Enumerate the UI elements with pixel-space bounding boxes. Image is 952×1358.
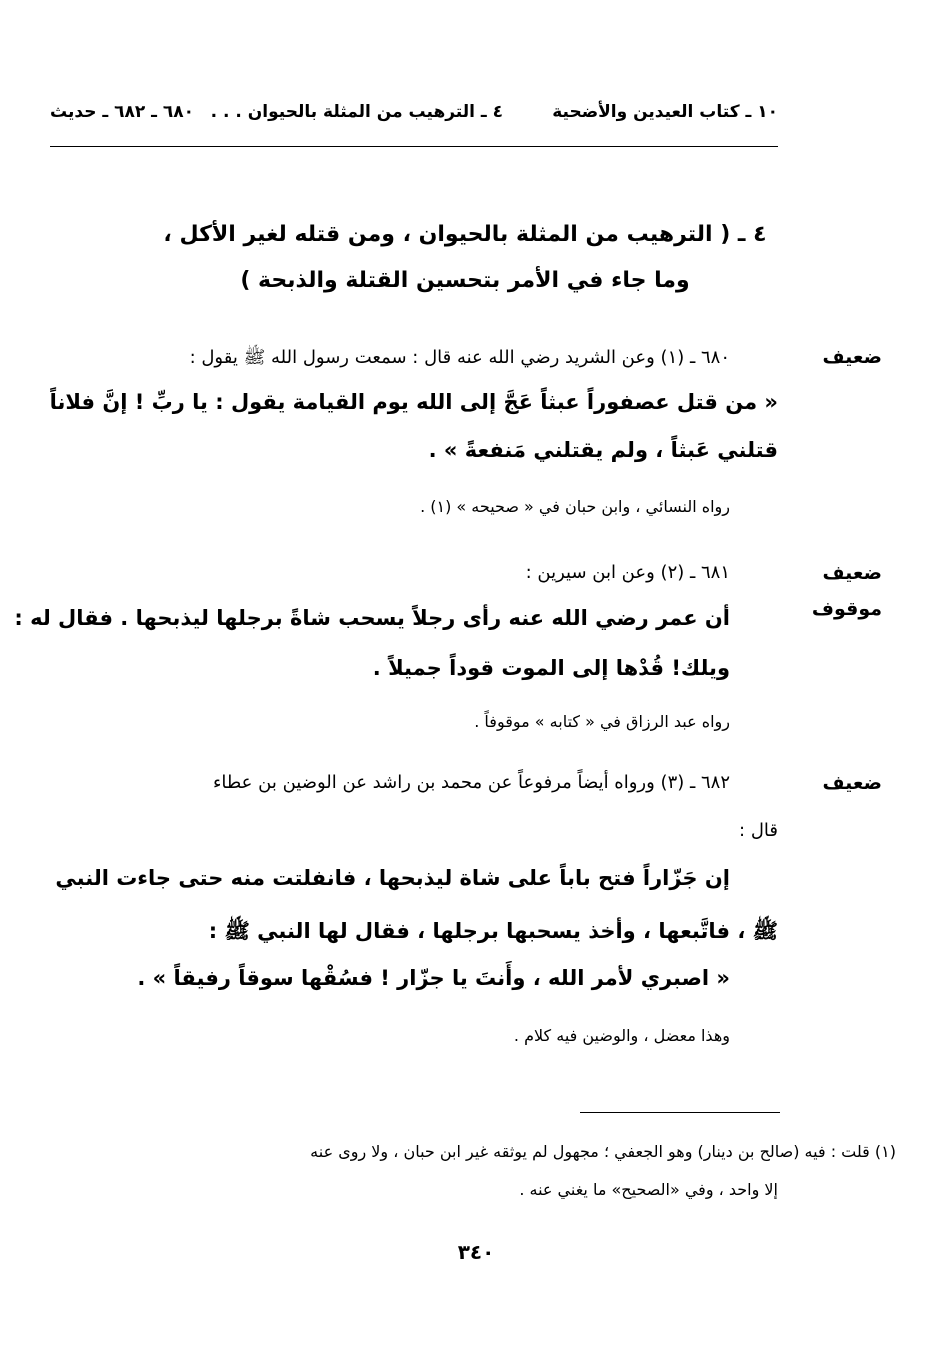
hadith-text-line: « اصبري لأمر الله ، وأَنتَ يا جزّار ! فسُقْها سوقاً رفيقاً » . [137, 966, 730, 990]
hadith-text-line: ويلك! قُدْها إلى الموت قوداً جميلاً . [372, 656, 730, 680]
hadith-source: وهذا معضل ، والوضين فيه كلام . [513, 1026, 730, 1045]
hadith-grade: ضعيف [822, 346, 882, 368]
page-number: ٣٤٠ [457, 1240, 495, 1264]
hadith-text-line: أن عمر رضي الله عنه رأى رجلاً يسحب شاةً برجلها ليذبحها . فقال له : [14, 606, 730, 630]
hadith-grade: ضعيف [822, 562, 882, 584]
hadith-grade: ضعيف [822, 772, 882, 794]
hadith-grade-secondary: موقوف [811, 598, 882, 620]
hadith-intro: ٦٨٢ ـ (٣) ورواه أيضاً مرفوعاً عن محمد بن راشد عن الوضين بن عطاء [212, 772, 730, 793]
hadith-source: رواه عبد الرزاق في « كتابه » موقوفاً . [474, 712, 730, 731]
chapter-title-line2: وما جاء في الأمر بتحسين القتلة والذبحة ) [240, 268, 690, 293]
running-header [50, 98, 778, 132]
footnote-line: إلا واحد ، وفي «الصحيح» ما يغني عنه . [519, 1180, 778, 1199]
header-rule [50, 146, 778, 147]
hadith-text-line: إن جَزّاراً فتح باباً على شاة ليذبحها ، فانفلتت منه حتى جاءت النبي [55, 866, 730, 890]
header-hadith-range: ٦٨٠ ـ ٦٨٢ ـ حديث [50, 102, 195, 122]
hadith-intro: ٦٨١ ـ (٢) وعن ابن سيرين : [525, 562, 730, 583]
hadith-source: رواه النسائي ، وابن حبان في « صحيحه » (١) . [420, 497, 730, 516]
header-book-title: ١٠ ـ كتاب العيدين والأضحية [552, 102, 778, 122]
hadith-text-line: « من قتل عصفوراً عبثاً عَجَّ إلى الله يوم القيامة يقول : يا ربِّ ! إنَّ فلاناً [49, 390, 778, 414]
hadith-text-line: قتلني عَبثاً ، ولم يقتلني مَنفعةً » . [428, 438, 778, 462]
footnote-line: (١) قلت : فيه (صالح بن دينار) وهو الجعفي ؛ مجهول لم يوثقه غير ابن حبان ، ولا روى عنه [310, 1142, 896, 1161]
hadith-intro: ٦٨٠ ـ (١) وعن الشريد رضي الله عنه قال : سمعت رسول الله ﷺ يقول : [189, 347, 730, 368]
footnote-rule [580, 1112, 780, 1113]
header-chapter-title: ٤ ـ الترهيب من المثلة بالحيوان . . . [210, 102, 503, 122]
chapter-title-line1: ٤ ـ ( الترهيب من المثلة بالحيوان ، ومن قتله لغير الأكل ، [163, 222, 767, 247]
hadith-intro-continued: قال : [739, 820, 778, 841]
hadith-text-line: ﷺ ، فاتَّبعها ، وأخذ يسحبها برجلها ، فقال لها النبي ﷺ : [208, 919, 778, 943]
